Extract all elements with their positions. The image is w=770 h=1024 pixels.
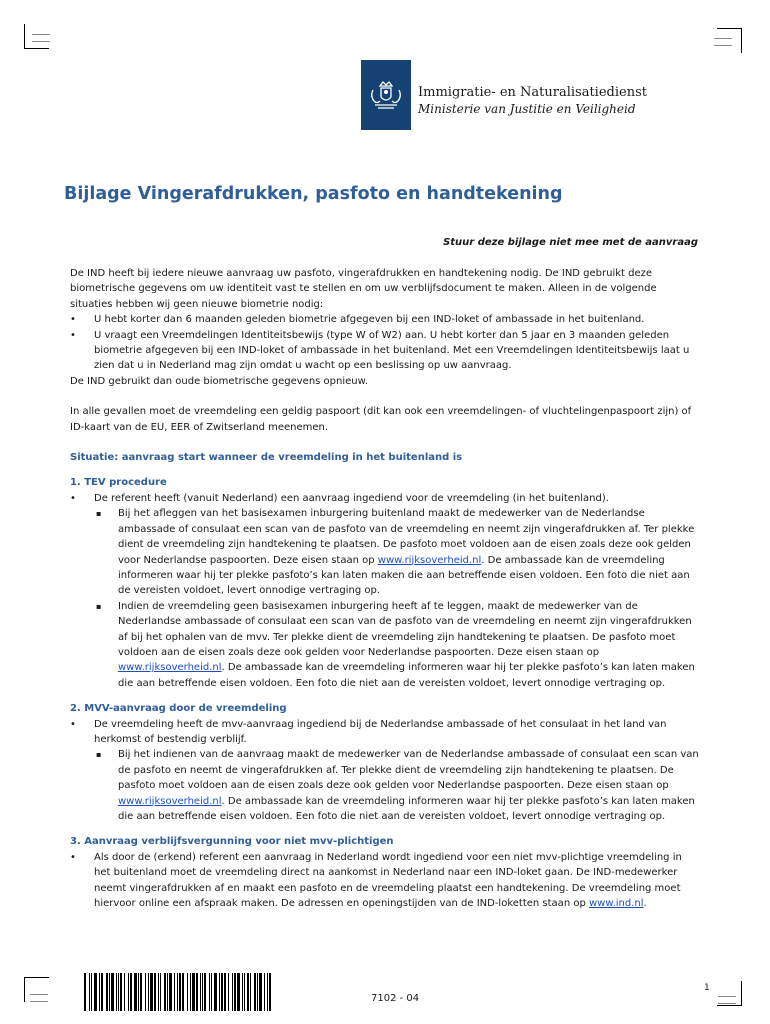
barcode [84, 973, 274, 1011]
rijksoverheid-link[interactable]: www.rijksoverheid.nl [377, 554, 482, 566]
sub-bullet-text: . De ambassade kan de vreemdeling informeren waar hij ter plekke pasfoto’s kan laten maken die aan betreffende eisen voldoen. Een foto die niet aan de vereisten voldoet, levert onnodige vertraging op. [118, 662, 695, 689]
barcode-bar [120, 973, 122, 1011]
section-heading-niet-mvv: 3. Aanvraag verblijfsvergunning voor niet mvv-plichtigen [70, 836, 394, 848]
barcode-bar [228, 973, 229, 1011]
bullet-text: De vreemdeling heeft de mvv-aanvraag ingediend bij de Nederlandse ambassade of het consulaat in het land van herkomst of bestendig verblijf. [94, 718, 667, 745]
barcode-bar [221, 973, 223, 1011]
barcode-bar [94, 973, 97, 1011]
barcode-bar [250, 973, 251, 1011]
rijksoverheid-link[interactable]: www.rijksoverheid.nl [118, 662, 222, 674]
barcode-bar [204, 973, 206, 1011]
passport-paragraph: In alle gevallen moet de vreemdeling een geldig paspoort (dit kan ook een vreemdelingen- of vluchtelingenpaspoort zijn) of ID-kaart van de EU, EER of Zwitserland meenemen. [70, 406, 692, 433]
section-bullet [70, 850, 700, 912]
barcode-bar [211, 973, 212, 1011]
barcode-bar [237, 973, 240, 1011]
barcode-bar [259, 973, 262, 1011]
notice-text: Stuur deze bijlage niet mee met de aanvraag [443, 237, 698, 248]
barcode-bar [101, 973, 103, 1011]
barcode-bar [200, 973, 201, 1011]
barcode-bar [111, 973, 114, 1011]
intro-bullet [70, 328, 700, 374]
barcode-bar [247, 973, 249, 1011]
sub-bullet [70, 506, 700, 598]
ind-link[interactable]: www.ind.nl [588, 898, 644, 910]
sub-bullet [70, 747, 700, 824]
section-heading-mvv: 2. MVV-aanvraag door de vreemdeling [70, 703, 287, 715]
barcode-bar [99, 973, 100, 1011]
barcode-bar [257, 973, 258, 1011]
bullet-icon: • [70, 314, 76, 326]
barcode-bar [182, 973, 184, 1011]
barcode-bar [177, 973, 178, 1011]
barcode-bar [202, 973, 203, 1011]
barcode-bar [269, 973, 271, 1011]
barcode-bar [267, 973, 268, 1011]
logo [361, 60, 411, 130]
sub-bullet [70, 599, 700, 691]
barcode-bar [145, 973, 146, 1011]
sub-bullet-text: Bij het indienen van de aanvraag maakt de medewerker van de Nederlandse ambassade of consulaat een scan van de pasfoto en neemt de vingerafdrukken af. Ter plekke dient de vreemdeling zijn handtekening te plaatsen. De pasfoto moet voldoen aan de eisen zoals deze ook gelden voor Nederlandse paspoorten. Deze eisen staan op [118, 749, 699, 792]
barcode-bar [254, 973, 256, 1011]
rijksoverheid-link[interactable]: www.rijksoverheid.nl [118, 795, 222, 807]
scan-mark [30, 994, 48, 1002]
barcode-bar [179, 973, 181, 1011]
bullet-icon: • [70, 492, 76, 504]
scan-mark [718, 996, 736, 1004]
barcode-bar [150, 973, 153, 1011]
scan-mark [714, 38, 732, 46]
barcode-bar [264, 973, 265, 1011]
barcode-bar [190, 973, 191, 1011]
coat-of-arms-icon [361, 60, 411, 130]
barcode-bar [209, 973, 210, 1011]
square-bullet-icon: ▪ [96, 750, 102, 760]
document-body [70, 266, 700, 911]
barcode-bar [192, 973, 195, 1011]
barcode-bar [242, 973, 243, 1011]
barcode-bar [154, 973, 156, 1011]
barcode-bar [124, 973, 125, 1011]
square-bullet-icon: ▪ [96, 509, 102, 519]
section-bullet [70, 491, 700, 506]
barcode-bar [158, 973, 159, 1011]
barcode-bar [196, 973, 198, 1011]
barcode-bar [84, 973, 86, 1011]
barcode-bar [138, 973, 139, 1011]
ministry-name: Ministerie van Justitie en Veiligheid [418, 102, 636, 116]
sub-bullet-text: Indien de vreemdeling geen basisexamen inburgering heeft af te leggen, maakt de medewerker van de Nederlandse ambassade of consulaat een scan van de pasfoto van de vreemdeling en neemt zijn vingerafdrukken af bij het ophalen van de mvv. Ter plekke dient de vreemdeling zijn handtekening te plaatsen. De pasfoto moet voldoen aan de eisen zoals deze ook gelden voor Nederlandse paspoorten. Deze eisen staan op [118, 600, 692, 658]
intro-closing: De IND gebruikt dan oude biometrische gegevens opnieuw. [70, 375, 369, 387]
barcode-bar [234, 973, 236, 1011]
organization-name: Immigratie- en Naturalisatiedienst [418, 85, 647, 100]
barcode-bar [106, 973, 108, 1011]
situation-heading: Situatie: aanvraag start wanneer de vreemdeling in het buitenland is [70, 452, 463, 464]
barcode-bar [130, 973, 132, 1011]
barcode-bar [109, 973, 110, 1011]
section-bullet [70, 717, 700, 748]
bullet-icon: • [70, 329, 76, 341]
bullet-text: . [643, 898, 647, 910]
page-title: Bijlage Vingerafdrukken, pasfoto en handtekening [64, 184, 563, 204]
bullet-text: U hebt korter dan 6 maanden geleden biometrie afgegeven bij een IND-loket of ambassade in het buitenland. [94, 314, 645, 326]
barcode-bar [128, 973, 129, 1011]
organization-name-block [418, 84, 647, 118]
barcode-bar [164, 973, 166, 1011]
barcode-bar [214, 973, 217, 1011]
barcode-bar [118, 973, 119, 1011]
intro-bullet [70, 312, 700, 327]
page-number: 1 [704, 983, 710, 993]
barcode-bar [174, 973, 175, 1011]
square-bullet-icon: ▪ [96, 601, 102, 611]
bullet-text: De referent heeft (vanuit Nederland) een aanvraag ingediend voor de vreemdeling (in het buitenland). [94, 492, 609, 504]
section-heading-tev: 1. TEV procedure [70, 477, 167, 489]
barcode-bar [89, 973, 90, 1011]
barcode-bar [160, 973, 161, 1011]
barcode-bar [244, 973, 245, 1011]
barcode-bar [187, 973, 188, 1011]
barcode-bar [140, 973, 142, 1011]
barcode-bar [167, 973, 168, 1011]
bullet-text: Als door de (erkend) referent een aanvraag in Nederland wordt ingediend voor een niet mvv-plichtige vreemdeling in het buitenland moet de vreemdeling direct na aankomst in Nederland naar een IND-loket gaan. De IND-medewerker neemt vingerafdrukken af en maakt een pasfoto en de vreemdeling plaatst een handtekening. De vreemdeling moet hiervoor online een afspraak maken. De adressen en openingstijden van de IND-loketten staan op [94, 851, 682, 910]
sub-bullet-text: Bij het afleggen van het basisexamen inburgering buitenland maakt de medewerker van de Nederlandse ambassade of consulaat een scan van de pasfoto van de vreemdeling en neemt zijn vingerafdrukken af. Ter plekke dient de vreemdeling zijn handtekening te plaatsen. De pasfoto moet voldoen aan de eisen zoals deze ook gelden voor Nederlandse paspoorten. Deze eisen staan op [118, 508, 695, 566]
barcode-bar [134, 973, 137, 1011]
barcode-bar [116, 973, 117, 1011]
barcode-bar [91, 973, 92, 1011]
barcode-bar [169, 973, 172, 1011]
barcode-bar [219, 973, 220, 1011]
bullet-text: U vraagt een Vreemdelingen Identiteitsbewijs (type W of W2) aan. U hebt korter dan 5 jaar en 3 maanden geleden biometrie afgegeven bij een IND-loket of ambassade in het buitenland. Met een Vreemdelingen Identiteitsbewijs laat u zien dat u in Nederland mag zijn omdat u wacht op een beslissing op uw aanvraag. [94, 329, 690, 372]
barcode-bar [232, 973, 233, 1011]
bullet-icon: • [70, 718, 76, 730]
barcode-bar [224, 973, 226, 1011]
form-code: 7102 - 04 [371, 993, 420, 1004]
sub-bullet-text: . De ambassade kan de vreemdeling informeren waar hij ter plekke pasfoto’s kan laten maken die aan betreffende eisen voldoen. Een foto die niet aan de vereisten voldoet, levert onnodige vertraging op. [118, 554, 690, 597]
bullet-icon: • [70, 851, 76, 863]
intro-paragraph: De IND heeft bij iedere nieuwe aanvraag uw pasfoto, vingerafdrukken en handtekening nodig. De IND gebruikt deze biometrische gegevens om uw identiteit vast te stellen en om uw verblijfsdocument te maken. Alleen in de volgende situaties hebben wij geen nieuwe biometrie nodig: [70, 268, 657, 310]
scan-mark [32, 34, 50, 42]
barcode-bar [148, 973, 149, 1011]
sub-bullet-text: . De ambassade kan de vreemdeling informeren waar hij ter plekke pasfoto’s kan laten maken die aan betreffende eisen voldoen. Een foto die niet aan de vereisten voldoet, levert onnodige vertraging op. [118, 795, 695, 822]
